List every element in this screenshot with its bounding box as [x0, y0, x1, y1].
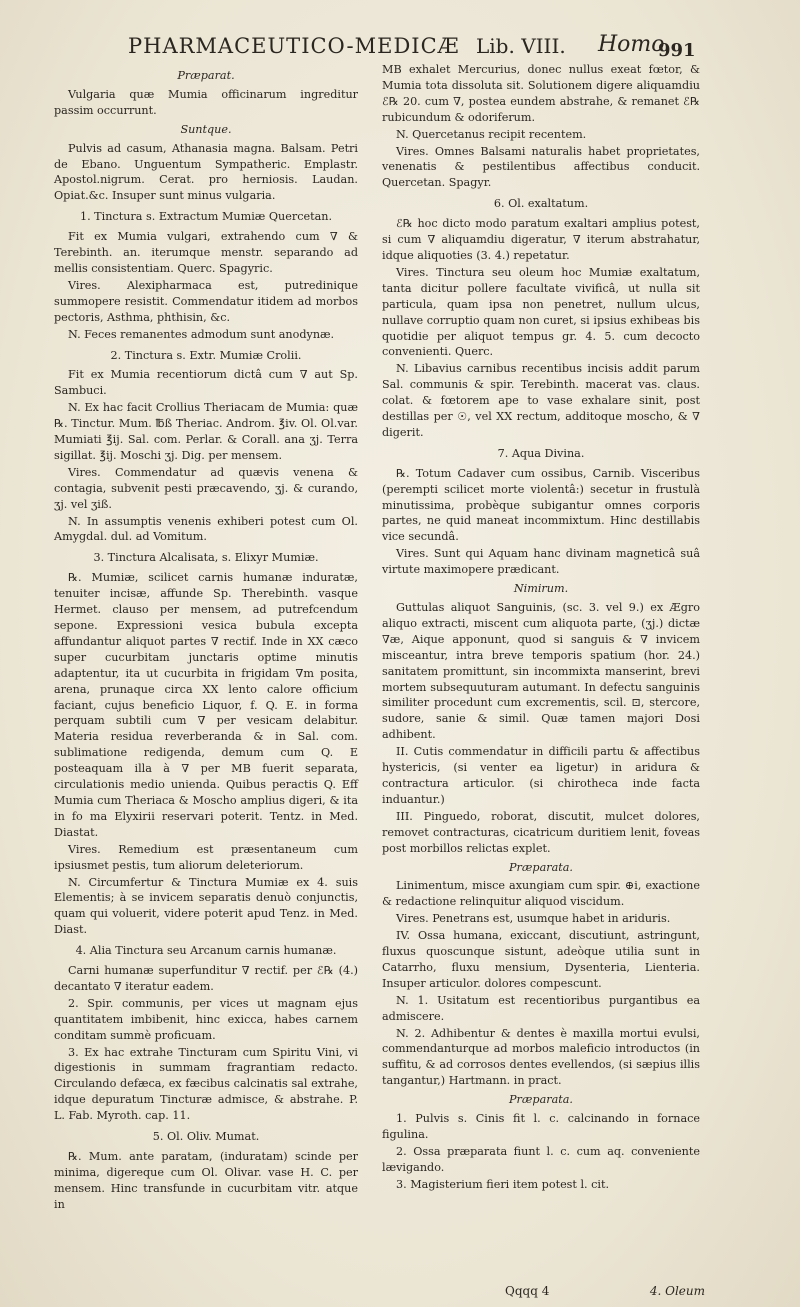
section-subheading: Præparata.: [509, 1093, 573, 1107]
recipe-heading: 3. Tinctura Alcalisata, s. Elixyr Mumiæ.: [93, 551, 319, 565]
paragraph: N. Circumfertur & Tinctura Mumiæ ex 4. suis Elementis; à se invicem separatis denuò conjunctis, quam qui voluerit, videre poterit apud Tenz. in Med. Diast.: [54, 875, 358, 937]
paragraph: N. Quercetanus recipit recentem.: [396, 127, 587, 141]
paragraph: Guttulas aliquot Sanguinis, (sc. 3. vel 9.) ex Ægro aliquo extracti, miscent cum aliquota parte, (ʒj.) dictæ ∇æ, Aique apponunt, quod si sanguis & ∇ invicem misceantur, intra breve temporis spatium (hor. 24.) sanitatem promittunt, sin incommixta manserint, brevi mortem subsequuturam autumant. In defectu sanguinis similiter procedunt cum excrementis, scil. ⊡, stercore, sudore, sanie & simil. Quæ tamen majori Dosi adhibent.: [382, 601, 700, 742]
paragraph: Fit ex Mumia vulgari, extrahendo cum ∇ & Terebinth. an. iterumque menstr. separando ad mellis consistentiam. Querc. Spagyric.: [54, 230, 358, 275]
section-subheading: Nimirum.: [513, 582, 569, 596]
signature-mark: Qqqq 4: [505, 1284, 550, 1298]
paragraph: N. Feces remanentes admodum sunt anodynæ.: [68, 327, 335, 341]
paragraph: Vires. Sunt qui Aquam hanc divinam magneticâ suâ virtute maximopere prædicant.: [382, 547, 700, 577]
recipe-heading: 2. Tinctura s. Extr. Mumiæ Crolii.: [110, 348, 302, 362]
catchline: [505, 1284, 705, 1302]
paragraph: Linimentum, misce axungiam cum spir. ⊕i, exactione & redactione relinquitur aliquod viscidum.: [382, 879, 700, 909]
paragraph: Vires. Alexipharmaca est, putredinique summopere resistit. Commendatur itidem ad morbos pectoris, Asthma, phthisin, &c.: [54, 278, 358, 324]
section-subheading: Præparata.: [509, 860, 573, 874]
paragraph: Vires. Penetrans est, usumque habet in ariduris.: [396, 912, 671, 926]
recipe-heading: 1. Tinctura s. Extractum Mumiæ Quercetan.: [79, 210, 333, 224]
running-title: PHARMACEUTICO-MEDICÆ: [128, 34, 460, 58]
paragraph: Vires. Commendatur ad quævis venena & contagia, subvenit pesti præcavendo, ʒj. & curando, ʒj. vel ʒiß.: [54, 465, 358, 511]
recipe-heading: 4. Alia Tinctura seu Arcanum carnis humanæ.: [75, 944, 337, 958]
paragraph: Vires. Tinctura seu oleum hoc Mumiæ exaltatum, tanta dicitur pollere facultate vivificâ, ut nulla sit particula, quam ipsa non penetret, nullum ulcus, nullave corruptio quam non curet, si ipsius exhibeas bis quotidie per aliquot tempus gr. 4. 5. cum decocto convenienti. Querc.: [382, 265, 700, 359]
paragraph: ℞. Totum Cadaver cum ossibus, Carnib. Visceribus (perempti scilicet morte violentâ:) secetur in frustulà minutissima, probèque subigantur omnes corporis partes, ne quid maneat incommixtum. Hinc destillabis vice secundâ.: [382, 466, 700, 544]
paragraph: N. 2. Adhibentur & dentes è maxilla mortui evulsi, commendanturque ad morbos maleficio introductos (in suffitu, & ad corrosos dentes evellendos, (si sæpius illis tangantur,) Hartmann. in pract.: [382, 1026, 700, 1088]
section-subheading: Præparat.: [177, 69, 235, 82]
paragraph: 2. Ossa præparata fiunt l. c. cum aq. conveniente lævigando.: [382, 1144, 700, 1174]
paragraph: II. Cutis commendatur in difficili partu & affectibus hystericis, (si venter ea ligetur) in aridura & contractura articulor. (si chirotheca inde facta induantur.): [382, 745, 700, 806]
paragraph: Pulvis ad casum, Athanasia magna. Balsam. Petri de Ebano. Unguentum Sympatheric. Emplastr. Apostol.nigrum. Cerat. pro herniosis. Laudan. Opiat.&c. Insuper sunt minus vulgaria.: [54, 141, 358, 203]
left-column: [54, 65, 358, 1214]
section-subheading: Suntque.: [180, 122, 232, 136]
column-gutter: [364, 60, 372, 1290]
book-number: Lib. VIII.: [476, 34, 566, 58]
paragraph: III. Pinguedo, roborat, discutit, mulcet dolores, removet contracturas, cicatricum duritiem lenit, foveas post morbillos relictas explet.: [382, 809, 700, 855]
paragraph: N. In assumptis venenis exhiberi potest cum Ol. Amygdal. dul. ad Vomitum.: [54, 514, 358, 544]
paragraph: N. 1. Usitatum est recentioribus purgantibus ea admiscere.: [382, 993, 700, 1023]
page-number: 991: [658, 40, 696, 61]
paragraph: ℰ℞ hoc dicto modo paratum exaltari amplius potest, si cum ∇ aliquamdiu digeratur, ∇ iterum abstrahatur, idque aliquoties (3. 4.) repetatur.: [382, 217, 700, 262]
paragraph: IV. Ossa humana, exiccant, discutiunt, astringunt, fluxus quoscunque sistunt, adeòque utilia sunt in Catarrho, fluxu mensium, Dysenteria, Lienteria. Insuper articulor. dolores compescunt.: [382, 929, 700, 990]
paragraph: 1. Pulvis s. Cinis fit l. c. calcinando in fornace figulina.: [382, 1112, 700, 1141]
recipe-heading: 5. Ol. Oliv. Mumat.: [152, 1130, 260, 1144]
paragraph: Vires. Remedium est præsentaneum cum ipsiusmet pestis, tum aliorum deleteriorum.: [54, 842, 358, 872]
recipe-heading: 6. Ol. exaltatum.: [493, 197, 589, 211]
paragraph: 3. Magisterium fieri item potest l. cit.: [396, 1177, 610, 1191]
catchword: 4. Oleum: [649, 1284, 705, 1298]
subject-heading: Homo: [598, 32, 665, 57]
paragraph: ℞. Mumiæ, scilicet carnis humanæ induratæ, tenuiter incisæ, affunde Sp. Therebinth. vasque Hermet. clauso per mensem, ad putrefcendum sepone. Expressioni vesica bubula excepta affundantur aliquot partes ∇ rectif. Inde in XX cæco super cucurbitam junctaris optime minutis adaptentur, ita ut cucurbita in frigidam ∇m posita, arena, prunaque circa XX lento calore officium faciant, cujus beneficio Liquor, f. Q. E. in forma perquam subtili cum ∇ per vesicam delabitur. Materia residua reverberanda & in Sal. com. sublimatione redigenda, demum cum Q. E posteaquam illa à ∇ per MB fuerit separata, circulationis medio unienda. Quibus peractis Q. Eff Mumia cum Theriaca & Moscho amplius digeri, & ita in fo ma Elyxirii reservari poterit. Tentz. in Med. Diastat.: [54, 571, 358, 839]
right-column: [382, 62, 700, 1194]
paragraph: 3. Ex hac extrahe Tincturam cum Spiritu Vini, vi digestionis in summam fragrantiam redacto. Circulando defæca, ex fæcibus calcinatis sal extrahe, idque depuratum Tincturæ admisce, & abstrahe. P. L. Fab. Myroth. cap. 11.: [54, 1045, 358, 1123]
paragraph: 2. Spir. communis, per vices ut magnam ejus quantitatem imbibenit, hinc exicca, habes carnem conditam summè proficuam.: [54, 996, 358, 1042]
paragraph: MB exhalet Mercurius, donec nullus exeat fœtor, & Mumia tota dissoluta sit. Solutionem digere aliquamdiu ℰ℞ 20. cum ∇, postea eundem abstrahe, & remanet ℰ℞ rubicundum & odoriferum.: [382, 63, 700, 124]
paragraph: Fit ex Mumia recentiorum dictâ cum ∇ aut Sp. Sambuci.: [54, 368, 358, 398]
paragraph: Vires. Omnes Balsami naturalis habet proprietates, venenatis & pestilentibus affectibus conducit. Quercetan. Spagyr.: [382, 144, 700, 190]
paragraph: N. Libavius carnibus recentibus incisis addit parum Sal. communis & spir. Terebinth. macerat vas. claus. colat. & fœtorem ape to vase exhalare sinit, post destillas per ☉, vel XX rectum, additoque moscho, & ∇ digerit.: [382, 362, 700, 439]
paragraph: ℞. Mum. ante paratam, (induratam) scinde per minima, digereque cum Ol. Olivar. vase H. C. per mensem. Hinc transfunde in cucurbitam vitr. atque in: [54, 1150, 358, 1211]
recipe-heading: 7. Aqua Divina.: [497, 446, 585, 460]
paragraph: N. Ex hac facit Crollius Theriacam de Mumia: quæ ℞. Tinctur. Mum. ℔ß Theriac. Androm. ℥iv. Ol. Ol.var. Mumiati ℥ij. Sal. com. Perlar. & Corall. ana ʒj. Terra sigillat. ℥ij. Moschi ʒj. Dig. per mensem.: [54, 401, 358, 462]
paragraph: Carni humanæ superfunditur ∇ rectif. per ℰ℞ (4.) decantato ∇ iteratur eadem.: [54, 964, 358, 993]
paragraph: Vulgaria quæ Mumia officinarum ingreditur passim occurrunt.: [54, 87, 358, 117]
